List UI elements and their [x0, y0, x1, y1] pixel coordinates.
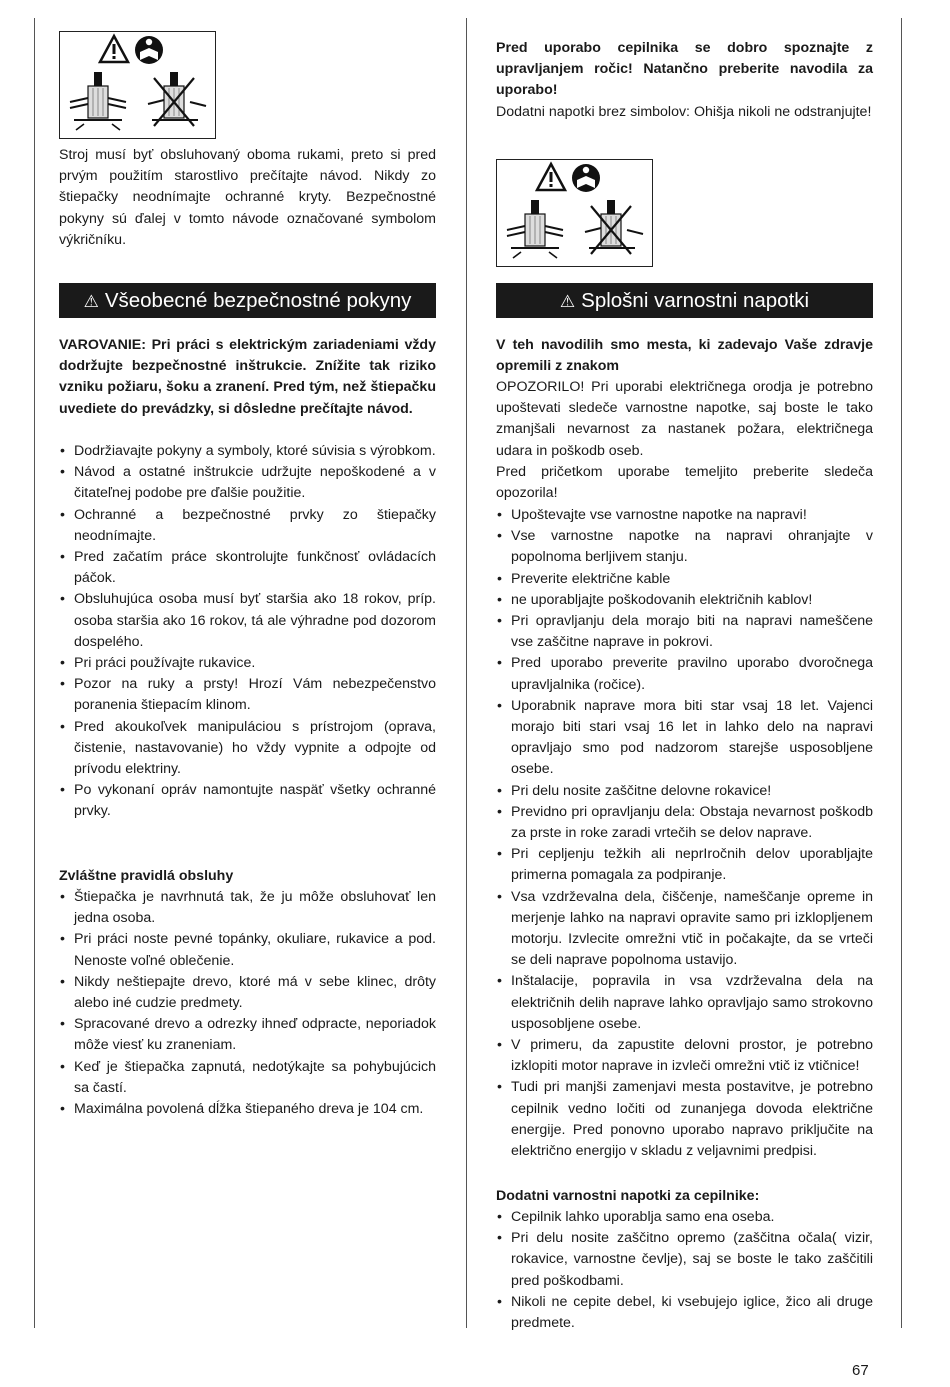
list-item: • Pri práci používajte rukavice.	[59, 653, 436, 674]
list-item: • Pri delu nosite zaščitno opremo (zaščitna očala( vizir, rokavice, varnostne čevlje), saj se boste le tako zaščitili pred poškodbami.	[496, 1228, 873, 1292]
list-item: • Uporabnik naprave mora biti star vsaj 18 let. Vajenci morajo biti stari vsaj 16 let in lahko delo na napravi opravljajo smo pod nadzorom starejše usposobljene osebe.	[496, 696, 873, 781]
two-hand-operation-icon	[70, 72, 126, 130]
warning-body: Pri práci s elektrickým zariadeniami vždy dodržujte bezpečnostné inštrukcie. Znížite tak riziko vzniku požiaru, šoku a zranení. Pred tým, než štiepačku uvediete do prevádzky, si dôsledne prečítajte návod.	[59, 337, 436, 417]
list-item: • Vse varnostne napotke na napravi ohranjajte v popolnoma berljivem stanju.	[496, 526, 873, 568]
list-item: • Dodržiavajte pokyny a symboly, ktoré súvisia s výrobkom.	[59, 441, 436, 462]
list-item: • Vsa vzdrževalna dela, čiščenje, nameščanje opreme in merjenje lahko na napravi opravite samo pri izklopljenem motorju. Izvlecite omrežni vtič in počakajte, da se vrteči se deli naprave popolnoma ustavijo.	[496, 887, 873, 972]
list-item: • Po vykonaní opráv namontujte naspäť všetky ochranné prvky.	[59, 780, 436, 822]
lead-paragraph: OPOZORILO! Pri uporabi električnega orodja je potrebno upoštevati sledeče varnostne napotke, saj boste le tako zmanjšali nevarnost za nastanek požara, električnega udara in poškodb oseb.	[496, 379, 873, 459]
column-rule-right	[901, 18, 902, 1328]
intro-paragraph: Stroj musí byť obsluhovaný oboma rukami, preto si pred prvým použitím starostlivo prečítajte návod. Nikdy zo štiepačky neodnímajte ochranné kryty. Bezpečnostné pokyny sú ďalej v tomto návode označované symbolom výkričníku.	[59, 147, 436, 248]
section-header-general-safety-sl	[496, 283, 873, 318]
additional-safety-list-sl	[496, 1207, 873, 1334]
section-header-title: Splošni varnostni napotki	[581, 289, 810, 312]
warning-triangle-icon: ⚠	[83, 292, 99, 311]
page-number: 67	[852, 1362, 869, 1379]
section-header-general-safety	[59, 283, 436, 318]
warning-label: VAROVANIE:	[59, 337, 146, 353]
intro-bold-paragraph: Pred uporabo cepilnika se dobro spoznajte z upravljanjem ročic! Natančno preberite navodila za uporabo!	[496, 40, 873, 99]
read-manual-icon	[135, 36, 163, 64]
warning-paragraph	[59, 335, 436, 420]
list-item: • Spracované drevo a odrezky ihneď odpracte, neporiadok môže viesť ku zraneniam.	[59, 1014, 436, 1056]
list-item: • Štiepačka je navrhnutá tak, že ju môže obsluhovať len jedna osoba.	[59, 887, 436, 929]
lead-bold-paragraph: V teh navodilih smo mesta, ki zadevajo Vaše zdravje opremili z znakom	[496, 337, 873, 375]
warning-triangle-icon: ⚠	[559, 292, 576, 311]
two-hand-operation-icon	[507, 200, 563, 258]
list-item: • Cepilnik lahko uporablja samo ena oseba.	[496, 1207, 873, 1228]
safety-pictogram-right	[496, 159, 653, 267]
pictogram-graphic	[497, 160, 652, 266]
warning-triangle-icon	[100, 36, 128, 62]
list-item: • Návod a ostatné inštrukcie udržujte nepoškodené a v čitateľnej podobe pre ďalšie použitie.	[59, 462, 436, 504]
read-manual-icon	[572, 164, 600, 192]
column-rule-left	[34, 18, 35, 1328]
one-hand-prohibited-icon	[148, 72, 206, 126]
safety-pictogram-left	[59, 31, 216, 139]
sub-heading: Dodatni varnostni napotki za cepilnike:	[496, 1188, 760, 1204]
list-item: • Maximálna povolená dĺžka štiepaného dreva je 104 cm.	[59, 1099, 436, 1120]
list-item: • Preverite električne kable	[496, 569, 873, 590]
list-item: • V primeru, da zapustite delovni prostor, je potrebno izklopiti motor naprave in izvleči omrežni vtič iz vtičnice!	[496, 1035, 873, 1077]
warning-triangle-icon	[537, 164, 565, 190]
list-item: • Nikoli ne cepite debel, ki vsebujejo iglice, žico ali druge predmete.	[496, 1292, 873, 1334]
list-item: • ne uporabljajte poškodovanih električnih kablov!	[496, 590, 873, 611]
list-item: • Pred začatím práce skontrolujte funkčnosť ovládacích páčok.	[59, 547, 436, 589]
list-item: • Pred uporabo preverite pravilno uporabo dvoročnega upravljalnika (ročice).	[496, 653, 873, 695]
list-item: • Pred akoukoľvek manipuláciou s prístrojom (oprava, čistenie, nastavovanie) ho vždy vypnite a odpojte od prívodu elektriny.	[59, 717, 436, 781]
column-rule-center	[466, 18, 467, 1328]
intro-paragraph: Dodatni napotki brez simbolov: Ohišja nikoli ne odstranjujte!	[496, 104, 872, 120]
pictogram-graphic	[60, 32, 215, 138]
general-safety-list	[59, 441, 436, 823]
list-item: • Obsluhujúca osoba musí byť staršia ako 18 rokov, príp. osoba staršia ako 16 rokov, tá ale výhradne pod dozorom dospelého.	[59, 589, 436, 653]
list-item: • Keď je štiepačka zapnutá, nedotýkajte sa pohybujúcich sa častí.	[59, 1057, 436, 1099]
list-item: • Ochranné a bezpečnostné prvky zo štiepačky neodnímajte.	[59, 505, 436, 547]
list-item: • Pri práci noste pevné topánky, okuliare, rukavice a pod. Nenoste voľné oblečenie.	[59, 929, 436, 971]
list-item: • Inštalacije, popravila in vsa vzdrževalna dela na električnih delih naprave lahko opravljajo samo strokovno usposobljene osebe.	[496, 971, 873, 1035]
sub-heading: Zvláštne pravidlá obsluhy	[59, 868, 234, 884]
list-item: • Upoštevajte vse varnostne napotke na napravi!	[496, 505, 873, 526]
list-item: • Pozor na ruky a prsty! Hrozí Vám nebezpečenstvo poranenia štiepacím klinom.	[59, 674, 436, 716]
section-header-title: Všeobecné bezpečnostné pokyny	[104, 289, 412, 312]
special-rules-list	[59, 887, 436, 1120]
list-item: • Tudi pri manjši zamenjavi mesta postavitve, je potrebno cepilnik vedno ločiti od zunanjega dovoda električne energije. Pred ponovno uporabo napravo priključite na električno energijo v skladu z veljavnimi predpisi.	[496, 1077, 873, 1162]
general-safety-list-sl	[496, 505, 873, 1162]
one-hand-prohibited-icon	[585, 200, 643, 254]
list-item: • Pri delu nosite zaščitne delovne rokavice!	[496, 781, 873, 802]
list-item: • Pri cepljenju težkih ali neprIročnih delov uporabljajte primerna pomagala za podpiranje.	[496, 844, 873, 886]
list-item: • Previdno pri opravljanju dela: Obstaja nevarnost poškodb za prste in roke zaradi vrtečih se delov naprave.	[496, 802, 873, 844]
list-item: • Nikdy neštiepajte drevo, ktoré má v sebe klinec, drôty alebo iné cudzie predmety.	[59, 972, 436, 1014]
lead-paragraph-2: Pred pričetkom uporabe temeljito preberite sledeča opozorila!	[496, 464, 873, 502]
list-item: • Pri opravljanju dela morajo biti na napravi nameščene vse zaščitne naprave in pokrovi.	[496, 611, 873, 653]
